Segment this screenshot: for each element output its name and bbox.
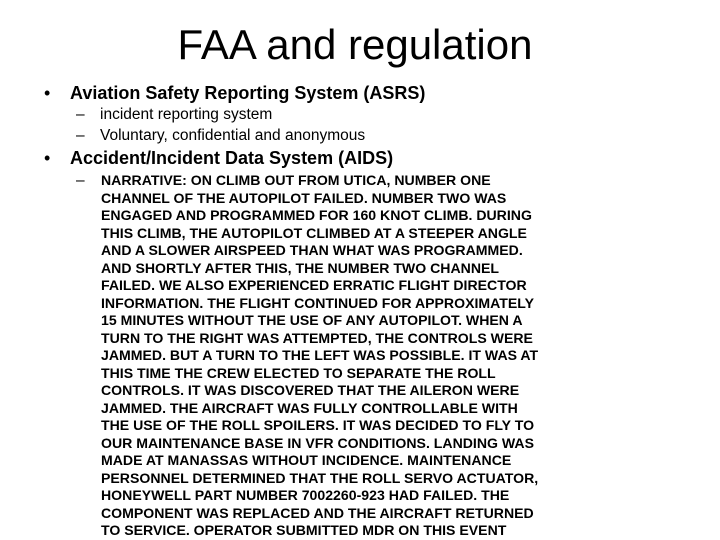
bullet-asrs-text: Aviation Safety Reporting System (ASRS) [70, 83, 426, 103]
narrative-line: CONTROLS. IT WAS DISCOVERED THAT THE AILERON WERE [101, 382, 520, 398]
narrative-line: THIS TIME THE CREW ELECTED TO SEPARATE THE ROLL [101, 364, 496, 381]
narrative-line: 15 MINUTES WITHOUT THE USE OF ANY AUTOPILOT. WHEN A [101, 312, 523, 328]
subitem-text: incident reporting system [100, 106, 273, 123]
bullet-marker: • [44, 148, 51, 168]
narrative-line: AND A SLOWER AIRSPEED THAN WHAT WAS PROGRAMMED. [101, 242, 523, 258]
dash-marker: – [76, 127, 85, 144]
dash-marker: – [76, 106, 85, 123]
subitem-text: Voluntary, confidential and anonymous [100, 127, 366, 144]
bullet-marker: • [44, 83, 51, 103]
narrative-line: INFORMATION. THE FLIGHT CONTINUED FOR APPROXIMATELY [101, 294, 534, 311]
narrative-line: ENGAGED AND PROGRAMMED FOR 160 KNOT CLIMB. DURING [101, 207, 532, 223]
dash-marker: – [76, 172, 85, 189]
narrative-line: JAMMED. THE AIRCRAFT WAS FULLY CONTROLLABLE WITH [101, 399, 518, 416]
narrative-line: HONEYWELL PART NUMBER 7002260-923 HAD FAILED. THE [101, 487, 510, 503]
narrative-line: PERSONNEL DETERMINED THAT THE ROLL SERVO ACTUATOR, [101, 469, 539, 486]
narrative-line: COMPONENT WAS REPLACED AND THE AIRCRAFT RETURNED [101, 504, 534, 521]
narrative-text [101, 172, 701, 540]
narrative-line: AND SHORTLY AFTER THIS, THE NUMBER TWO CHANNEL [101, 259, 500, 276]
bullet-aids-text: Accident/Incident Data System (AIDS) [70, 148, 394, 168]
narrative-line: TO SERVICE. OPERATOR SUBMITTED MDR ON THIS EVENT [101, 522, 507, 538]
narrative-line: NARRATIVE: ON CLIMB OUT FROM UTICA, NUMBER ONE [101, 172, 491, 188]
narrative-line: OUR MAINTENANCE BASE IN VFR CONDITIONS. LANDING WAS [101, 434, 534, 451]
narrative-line: MADE AT MANASSAS WITHOUT INCIDENCE. MAINTENANCE [101, 452, 512, 468]
narrative-line: THE USE OF THE ROLL SPOILERS. IT WAS DECIDED TO FLY TO [101, 417, 535, 433]
narrative-line: CHANNEL OF THE AUTOPILOT FAILED. NUMBER TWO WAS [101, 189, 507, 206]
narrative-line: THIS CLIMB, THE AUTOPILOT CLIMBED AT A STEEPER ANGLE [101, 224, 527, 241]
slide-title: FAA and regulation [177, 21, 533, 68]
narrative-line: TURN TO THE RIGHT WAS ATTEMPTED, THE CONTROLS WERE [101, 329, 533, 346]
narrative-line: FAILED. WE ALSO EXPERIENCED ERRATIC FLIGHT DIRECTOR [101, 277, 527, 293]
narrative-line: JAMMED. BUT A TURN TO THE LEFT WAS POSSIBLE. IT WAS AT [101, 347, 539, 363]
